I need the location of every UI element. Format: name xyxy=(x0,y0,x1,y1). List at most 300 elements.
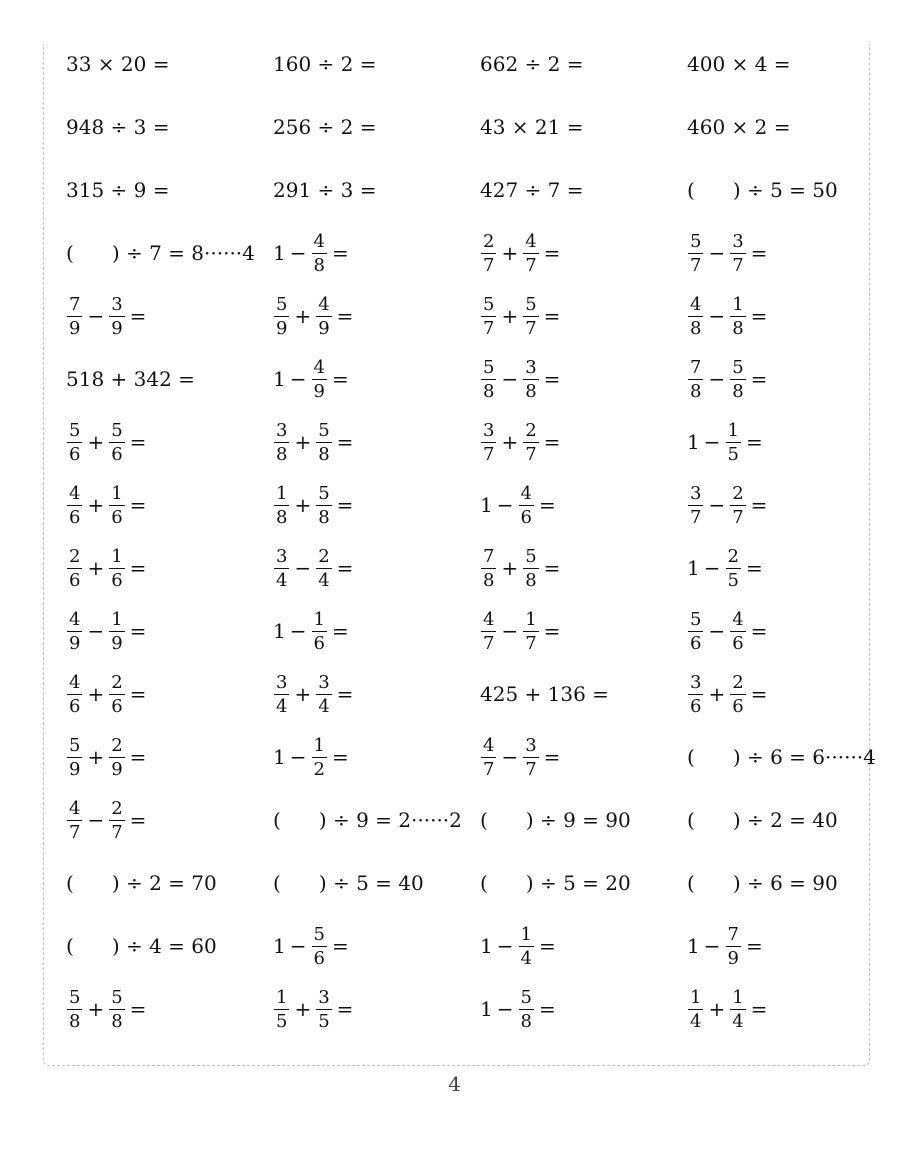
equals-sign: = xyxy=(129,997,147,1021)
problem-row xyxy=(66,606,886,656)
open-paren: ( xyxy=(273,871,281,895)
fraction-numerator: 2 xyxy=(111,797,123,819)
fraction-numerator: 4 xyxy=(525,230,537,252)
fraction-denominator: 8 xyxy=(313,254,325,276)
operator: + xyxy=(708,682,726,706)
operator: + xyxy=(294,304,312,328)
operator: − xyxy=(703,934,721,958)
fraction-numerator: 2 xyxy=(525,419,537,441)
operator: + xyxy=(708,997,726,1021)
problem-text: ) ÷ 9 = 2······2 xyxy=(318,808,462,832)
whole-number: 1 xyxy=(687,934,700,958)
problem-text: 427 ÷ 7 = xyxy=(480,178,584,202)
open-paren: ( xyxy=(687,808,695,832)
fraction xyxy=(274,421,289,464)
equals-sign: = xyxy=(331,619,349,643)
equals-sign: = xyxy=(331,241,349,265)
equals-sign: = xyxy=(543,430,561,454)
fraction xyxy=(109,736,124,779)
fraction xyxy=(67,610,82,653)
problem-row xyxy=(66,795,886,845)
fraction-denominator: 6 xyxy=(732,695,744,717)
operator: + xyxy=(501,430,519,454)
operator: + xyxy=(87,682,105,706)
problem xyxy=(66,39,170,89)
fraction-numerator: 2 xyxy=(732,482,744,504)
problem-text: ) ÷ 5 = 50 xyxy=(732,178,838,202)
equals-sign: = xyxy=(129,745,147,769)
fraction-numerator: 1 xyxy=(276,986,288,1008)
fraction-numerator: 4 xyxy=(313,356,325,378)
fraction-denominator: 9 xyxy=(69,317,81,339)
fraction xyxy=(481,358,496,401)
fraction-numerator: 5 xyxy=(525,545,537,567)
operator: − xyxy=(708,304,726,328)
fraction-denominator: 6 xyxy=(69,569,81,591)
fraction-denominator: 7 xyxy=(732,506,744,528)
problem-row xyxy=(66,165,886,215)
open-paren: ( xyxy=(66,241,74,265)
fraction xyxy=(726,925,741,968)
equals-sign: = xyxy=(543,304,561,328)
fraction-denominator: 9 xyxy=(69,758,81,780)
fraction xyxy=(312,232,327,275)
equals-sign: = xyxy=(745,934,763,958)
fraction xyxy=(67,295,82,338)
problem-row xyxy=(66,417,886,467)
fraction-numerator: 5 xyxy=(483,293,495,315)
fraction xyxy=(274,547,289,590)
equals-sign: = xyxy=(336,682,354,706)
operator: − xyxy=(87,619,105,643)
operator: − xyxy=(289,367,307,391)
operator: + xyxy=(87,745,105,769)
equals-sign: = xyxy=(336,997,354,1021)
problem xyxy=(66,858,217,908)
fraction-numerator: 5 xyxy=(690,608,702,630)
fraction-numerator: 1 xyxy=(727,419,739,441)
whole-number: 1 xyxy=(480,997,493,1021)
fraction xyxy=(109,988,124,1031)
operator: − xyxy=(289,934,307,958)
fraction-numerator: 3 xyxy=(690,671,702,693)
fraction-numerator: 5 xyxy=(276,293,288,315)
fraction xyxy=(688,673,703,716)
fraction-denominator: 8 xyxy=(111,1010,123,1032)
fraction xyxy=(316,547,331,590)
fraction xyxy=(67,988,82,1031)
fraction xyxy=(519,925,534,968)
equals-sign: = xyxy=(538,934,556,958)
problem xyxy=(480,606,564,656)
fraction xyxy=(109,484,124,527)
problem xyxy=(687,795,838,845)
problem xyxy=(66,732,150,782)
fraction-denominator: 6 xyxy=(69,506,81,528)
whole-number: 1 xyxy=(273,745,286,769)
fraction-numerator: 5 xyxy=(111,419,123,441)
fraction-denominator: 8 xyxy=(276,506,288,528)
fraction xyxy=(523,610,538,653)
fraction-denominator: 4 xyxy=(520,947,532,969)
fraction xyxy=(274,673,289,716)
fraction-numerator: 2 xyxy=(318,545,330,567)
equals-sign: = xyxy=(129,682,147,706)
fraction xyxy=(519,484,534,527)
fraction-denominator: 9 xyxy=(111,758,123,780)
fraction-numerator: 1 xyxy=(313,734,325,756)
fraction xyxy=(726,547,741,590)
fraction-denominator: 7 xyxy=(483,632,495,654)
fraction-numerator: 5 xyxy=(318,419,330,441)
problem-row xyxy=(66,669,886,719)
open-paren: ( xyxy=(480,871,488,895)
problem xyxy=(66,354,195,404)
fraction-numerator: 1 xyxy=(111,608,123,630)
fraction-numerator: 4 xyxy=(483,734,495,756)
fraction xyxy=(481,232,496,275)
fraction-numerator: 1 xyxy=(520,923,532,945)
fraction-denominator: 8 xyxy=(690,380,702,402)
operator: − xyxy=(294,556,312,580)
problem-text: ) ÷ 6 = 6······4 xyxy=(732,745,876,769)
fraction-denominator: 4 xyxy=(690,1010,702,1032)
problem xyxy=(273,102,377,152)
fraction-numerator: 2 xyxy=(727,545,739,567)
problem-text: ) ÷ 6 = 90 xyxy=(732,871,838,895)
fraction xyxy=(67,484,82,527)
fraction-denominator: 6 xyxy=(313,947,325,969)
fraction-denominator: 5 xyxy=(727,443,739,465)
fraction-denominator: 8 xyxy=(525,380,537,402)
problem xyxy=(480,795,631,845)
operator: − xyxy=(708,619,726,643)
problem xyxy=(66,291,150,341)
equals-sign: = xyxy=(331,745,349,769)
problem xyxy=(687,102,791,152)
fraction-denominator: 4 xyxy=(276,569,288,591)
operator: − xyxy=(703,556,721,580)
problem xyxy=(687,291,771,341)
problem xyxy=(66,165,170,215)
fraction-denominator: 6 xyxy=(69,695,81,717)
fraction-denominator: 5 xyxy=(727,569,739,591)
fraction-numerator: 5 xyxy=(525,293,537,315)
fraction xyxy=(67,799,82,842)
equals-sign: = xyxy=(538,493,556,517)
problem-row xyxy=(66,291,886,341)
operator: − xyxy=(501,367,519,391)
fraction-numerator: 1 xyxy=(690,986,702,1008)
fraction xyxy=(312,358,327,401)
problem xyxy=(480,291,564,341)
operator: − xyxy=(703,430,721,454)
fraction-denominator: 8 xyxy=(732,380,744,402)
problem-text: 518 + 342 = xyxy=(66,367,195,391)
operator: + xyxy=(294,493,312,517)
problem-text: 948 ÷ 3 = xyxy=(66,115,170,139)
fraction-numerator: 4 xyxy=(313,230,325,252)
problem xyxy=(480,921,560,971)
fraction-denominator: 9 xyxy=(111,317,123,339)
fraction-numerator: 4 xyxy=(69,797,81,819)
fraction-denominator: 7 xyxy=(483,443,495,465)
equals-sign: = xyxy=(129,304,147,328)
fraction xyxy=(726,421,741,464)
fraction-denominator: 9 xyxy=(276,317,288,339)
operator: − xyxy=(496,934,514,958)
equals-sign: = xyxy=(543,619,561,643)
problem xyxy=(480,39,584,89)
fraction-numerator: 7 xyxy=(690,356,702,378)
problem xyxy=(273,417,357,467)
fraction-numerator: 1 xyxy=(732,293,744,315)
open-paren: ( xyxy=(273,808,281,832)
fraction-denominator: 9 xyxy=(318,317,330,339)
equals-sign: = xyxy=(750,619,768,643)
fraction xyxy=(481,736,496,779)
problem xyxy=(273,39,377,89)
fraction xyxy=(730,232,745,275)
fraction-numerator: 5 xyxy=(318,482,330,504)
fraction-numerator: 3 xyxy=(318,671,330,693)
fraction xyxy=(316,988,331,1031)
operator: − xyxy=(496,997,514,1021)
problem xyxy=(480,858,631,908)
fraction xyxy=(316,421,331,464)
operator: + xyxy=(294,430,312,454)
problem-row xyxy=(66,39,886,89)
open-paren: ( xyxy=(687,178,695,202)
problem-text: ) ÷ 2 = 40 xyxy=(732,808,838,832)
operator: + xyxy=(294,997,312,1021)
fraction-numerator: 5 xyxy=(111,986,123,1008)
fraction-denominator: 7 xyxy=(525,443,537,465)
operator: − xyxy=(501,619,519,643)
problem-text: 315 ÷ 9 = xyxy=(66,178,170,202)
problem xyxy=(273,858,424,908)
problem xyxy=(273,228,353,278)
fraction-numerator: 2 xyxy=(69,545,81,567)
fraction-denominator: 7 xyxy=(525,317,537,339)
fraction-denominator: 4 xyxy=(318,695,330,717)
fraction-denominator: 8 xyxy=(276,443,288,465)
fraction-denominator: 8 xyxy=(690,317,702,339)
equals-sign: = xyxy=(745,430,763,454)
operator: + xyxy=(501,241,519,265)
problem xyxy=(66,480,150,530)
fraction xyxy=(109,547,124,590)
fraction xyxy=(730,610,745,653)
open-paren: ( xyxy=(687,745,695,769)
fraction-numerator: 3 xyxy=(525,356,537,378)
problem-text: ) ÷ 9 = 90 xyxy=(525,808,631,832)
problem xyxy=(480,732,564,782)
operator: + xyxy=(294,682,312,706)
fraction-denominator: 7 xyxy=(483,254,495,276)
fraction-numerator: 4 xyxy=(732,608,744,630)
fraction-numerator: 5 xyxy=(313,923,325,945)
fraction-numerator: 4 xyxy=(318,293,330,315)
fraction-numerator: 5 xyxy=(483,356,495,378)
problem xyxy=(480,669,609,719)
problem-text: ) ÷ 4 = 60 xyxy=(111,934,217,958)
fraction xyxy=(730,484,745,527)
problem-text: ) ÷ 7 = 8······4 xyxy=(111,241,255,265)
fraction xyxy=(688,232,703,275)
equals-sign: = xyxy=(129,493,147,517)
fraction-denominator: 6 xyxy=(111,443,123,465)
problem xyxy=(273,165,377,215)
equals-sign: = xyxy=(750,682,768,706)
fraction-numerator: 3 xyxy=(318,986,330,1008)
fraction xyxy=(67,547,82,590)
fraction xyxy=(730,673,745,716)
problem xyxy=(480,984,560,1034)
fraction-denominator: 5 xyxy=(276,1010,288,1032)
problem xyxy=(480,543,564,593)
fraction xyxy=(67,673,82,716)
operator: + xyxy=(501,304,519,328)
operator: − xyxy=(289,619,307,643)
fraction-numerator: 4 xyxy=(690,293,702,315)
problem xyxy=(66,228,255,278)
equals-sign: = xyxy=(129,619,147,643)
equals-sign: = xyxy=(336,556,354,580)
fraction-numerator: 1 xyxy=(525,608,537,630)
equals-sign: = xyxy=(331,934,349,958)
problem xyxy=(273,543,357,593)
whole-number: 1 xyxy=(273,367,286,391)
fraction-denominator: 6 xyxy=(111,506,123,528)
problem xyxy=(66,606,150,656)
fraction-denominator: 8 xyxy=(69,1010,81,1032)
fraction-numerator: 2 xyxy=(483,230,495,252)
equals-sign: = xyxy=(336,304,354,328)
problem xyxy=(273,921,353,971)
problem-text: 662 ÷ 2 = xyxy=(480,52,584,76)
operator: − xyxy=(708,367,726,391)
operator: − xyxy=(87,304,105,328)
fraction xyxy=(67,421,82,464)
fraction-denominator: 8 xyxy=(318,443,330,465)
open-paren: ( xyxy=(480,808,488,832)
fraction-denominator: 6 xyxy=(111,695,123,717)
fraction-denominator: 7 xyxy=(525,758,537,780)
problem xyxy=(480,228,564,278)
fraction-numerator: 7 xyxy=(727,923,739,945)
fraction xyxy=(274,988,289,1031)
problem-text: 43 × 21 = xyxy=(480,115,584,139)
equals-sign: = xyxy=(543,745,561,769)
equals-sign: = xyxy=(750,997,768,1021)
equals-sign: = xyxy=(129,556,147,580)
problem xyxy=(687,606,771,656)
fraction xyxy=(519,988,534,1031)
fraction xyxy=(316,673,331,716)
problem xyxy=(480,165,584,215)
problem xyxy=(687,984,771,1034)
fraction xyxy=(312,925,327,968)
fraction-numerator: 5 xyxy=(520,986,532,1008)
fraction xyxy=(730,295,745,338)
problem-text: ) ÷ 5 = 40 xyxy=(318,871,424,895)
problem xyxy=(480,102,584,152)
fraction xyxy=(523,421,538,464)
fraction-numerator: 1 xyxy=(276,482,288,504)
problem-text: 33 × 20 = xyxy=(66,52,170,76)
problem xyxy=(687,480,771,530)
problem xyxy=(687,417,767,467)
fraction xyxy=(688,484,703,527)
fraction-denominator: 7 xyxy=(483,317,495,339)
problem xyxy=(687,354,771,404)
equals-sign: = xyxy=(336,430,354,454)
fraction-denominator: 7 xyxy=(69,821,81,843)
open-paren: ( xyxy=(66,934,74,958)
fraction xyxy=(274,484,289,527)
equals-sign: = xyxy=(543,241,561,265)
fraction xyxy=(109,610,124,653)
problem xyxy=(687,165,838,215)
problem xyxy=(66,795,150,845)
fraction xyxy=(481,295,496,338)
fraction-numerator: 3 xyxy=(525,734,537,756)
problem xyxy=(687,669,771,719)
problem xyxy=(273,480,357,530)
fraction xyxy=(688,295,703,338)
fraction xyxy=(316,295,331,338)
fraction xyxy=(109,673,124,716)
fraction-numerator: 5 xyxy=(69,419,81,441)
problem-row xyxy=(66,102,886,152)
equals-sign: = xyxy=(750,304,768,328)
fraction-numerator: 5 xyxy=(690,230,702,252)
operator: + xyxy=(87,997,105,1021)
operator: + xyxy=(87,430,105,454)
fraction xyxy=(312,736,327,779)
whole-number: 1 xyxy=(687,430,700,454)
fraction-denominator: 8 xyxy=(318,506,330,528)
problem xyxy=(687,39,791,89)
operator: − xyxy=(289,745,307,769)
fraction-denominator: 8 xyxy=(520,1010,532,1032)
operator: − xyxy=(501,745,519,769)
page-number: 4 xyxy=(448,1072,461,1096)
fraction-numerator: 1 xyxy=(313,608,325,630)
problem xyxy=(687,858,838,908)
fraction xyxy=(109,295,124,338)
fraction-numerator: 2 xyxy=(111,734,123,756)
fraction-numerator: 3 xyxy=(111,293,123,315)
fraction-denominator: 8 xyxy=(525,569,537,591)
equals-sign: = xyxy=(336,493,354,517)
fraction-denominator: 6 xyxy=(520,506,532,528)
problem xyxy=(273,732,353,782)
problem xyxy=(687,921,767,971)
fraction-numerator: 4 xyxy=(69,671,81,693)
operator: + xyxy=(501,556,519,580)
problem-row xyxy=(66,354,886,404)
fraction xyxy=(67,736,82,779)
fraction-numerator: 5 xyxy=(69,986,81,1008)
fraction-denominator: 7 xyxy=(483,758,495,780)
problem-row xyxy=(66,921,886,971)
problem xyxy=(273,984,357,1034)
fraction xyxy=(109,799,124,842)
problem xyxy=(273,291,357,341)
fraction-denominator: 9 xyxy=(111,632,123,654)
